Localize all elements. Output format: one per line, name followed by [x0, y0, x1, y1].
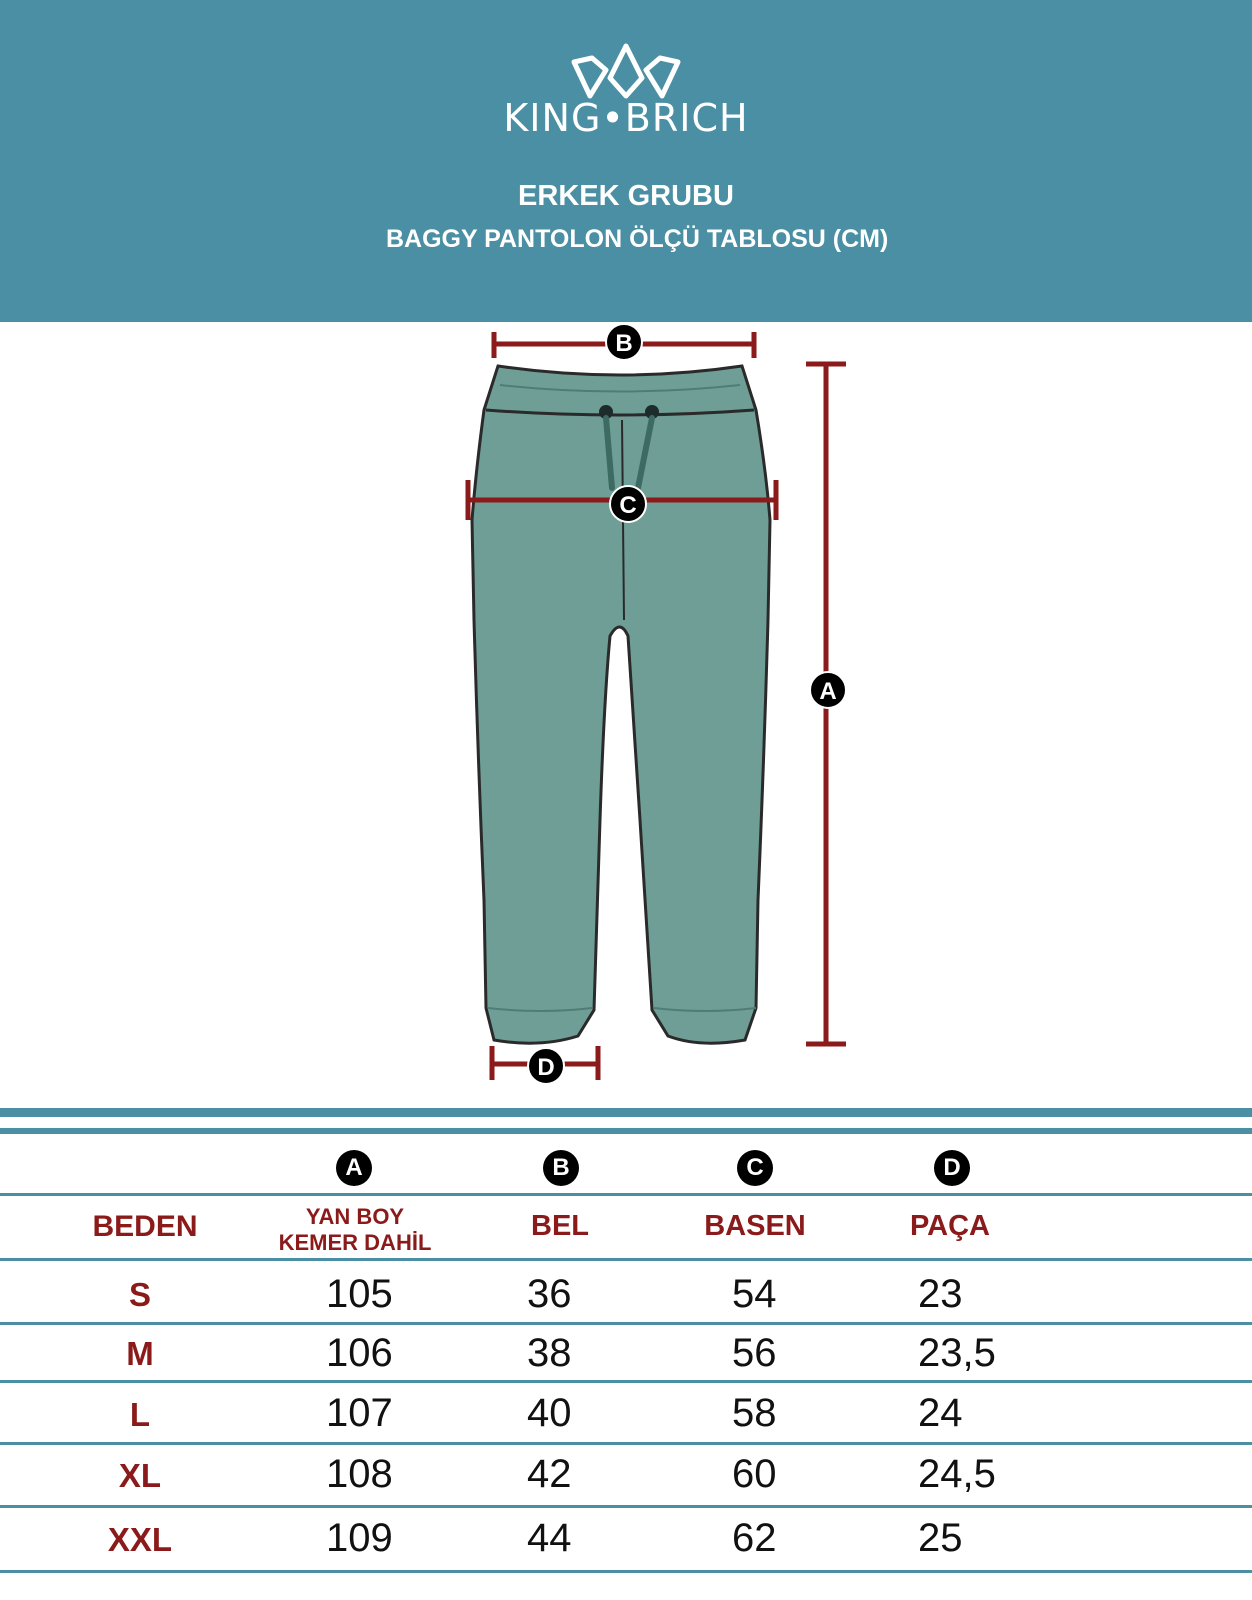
value-a: 108: [326, 1452, 393, 1496]
value-d: 25: [918, 1516, 963, 1560]
title-chart: BAGGY PANTOLON ÖLÇÜ TABLOSU (CM): [386, 225, 889, 253]
label-c: C: [619, 492, 637, 519]
value-b: 36: [527, 1272, 572, 1316]
label-b: B: [615, 330, 633, 357]
value-c: 60: [732, 1452, 777, 1496]
value-c: 62: [732, 1516, 777, 1560]
value-d: 24: [918, 1391, 963, 1435]
value-a: 107: [326, 1391, 393, 1435]
crown-logo-icon: [570, 42, 682, 100]
value-b: 44: [527, 1516, 572, 1560]
pants-illustration: [472, 366, 770, 1043]
value-b: 38: [527, 1331, 572, 1375]
col-badge-c: C: [737, 1150, 773, 1186]
header-a-line2: KEMER DAHİL: [278, 1230, 432, 1255]
col-badge-b: B: [543, 1150, 579, 1186]
label-b-badge: [606, 324, 642, 360]
row-separator: [0, 1193, 1252, 1196]
value-d: 24,5: [918, 1452, 996, 1496]
label-a: A: [819, 678, 837, 705]
pants-diagram: [0, 322, 1252, 1092]
size-cell: S: [128, 1276, 151, 1313]
value-a: 109: [326, 1516, 393, 1560]
header-a-line1: YAN BOY: [305, 1204, 405, 1229]
row-separator: [0, 1570, 1252, 1573]
value-d: 23,5: [918, 1331, 996, 1375]
size-cell: XL: [118, 1457, 162, 1494]
value-c: 58: [732, 1391, 777, 1435]
size-cell: L: [129, 1396, 151, 1433]
row-separator: [0, 1322, 1252, 1325]
size-cell: M: [126, 1335, 154, 1372]
header-b: BEL: [531, 1210, 589, 1242]
value-a: 106: [326, 1331, 393, 1375]
row-separator: [0, 1258, 1252, 1261]
row-separator: [0, 1442, 1252, 1445]
title-group: ERKEK GRUBU: [518, 180, 734, 212]
row-separator: [0, 1380, 1252, 1383]
table-top-rule-2: [0, 1128, 1252, 1134]
row-separator: [0, 1505, 1252, 1508]
header-banner: [0, 0, 1252, 322]
label-d: D: [537, 1054, 555, 1081]
label-a-badge: [810, 672, 846, 708]
col-badge-a: A: [336, 1150, 372, 1186]
value-b: 42: [527, 1452, 572, 1496]
value-c: 56: [732, 1331, 777, 1375]
header-c: BASEN: [704, 1210, 806, 1242]
value-d: 23: [918, 1272, 963, 1316]
header-size: BEDEN: [92, 1210, 198, 1243]
value-a: 105: [326, 1272, 393, 1316]
label-d-badge: [528, 1048, 564, 1084]
label-c-badge: [610, 486, 646, 522]
table-top-rule: [0, 1108, 1252, 1117]
col-badge-d: D: [934, 1150, 970, 1186]
value-b: 40: [527, 1391, 572, 1435]
size-cell: XXL: [107, 1521, 173, 1558]
value-c: 54: [732, 1272, 777, 1316]
header-d: PAÇA: [909, 1210, 991, 1242]
header-a: [250, 1204, 460, 1256]
brand-name: KING•BRICH: [503, 96, 749, 140]
